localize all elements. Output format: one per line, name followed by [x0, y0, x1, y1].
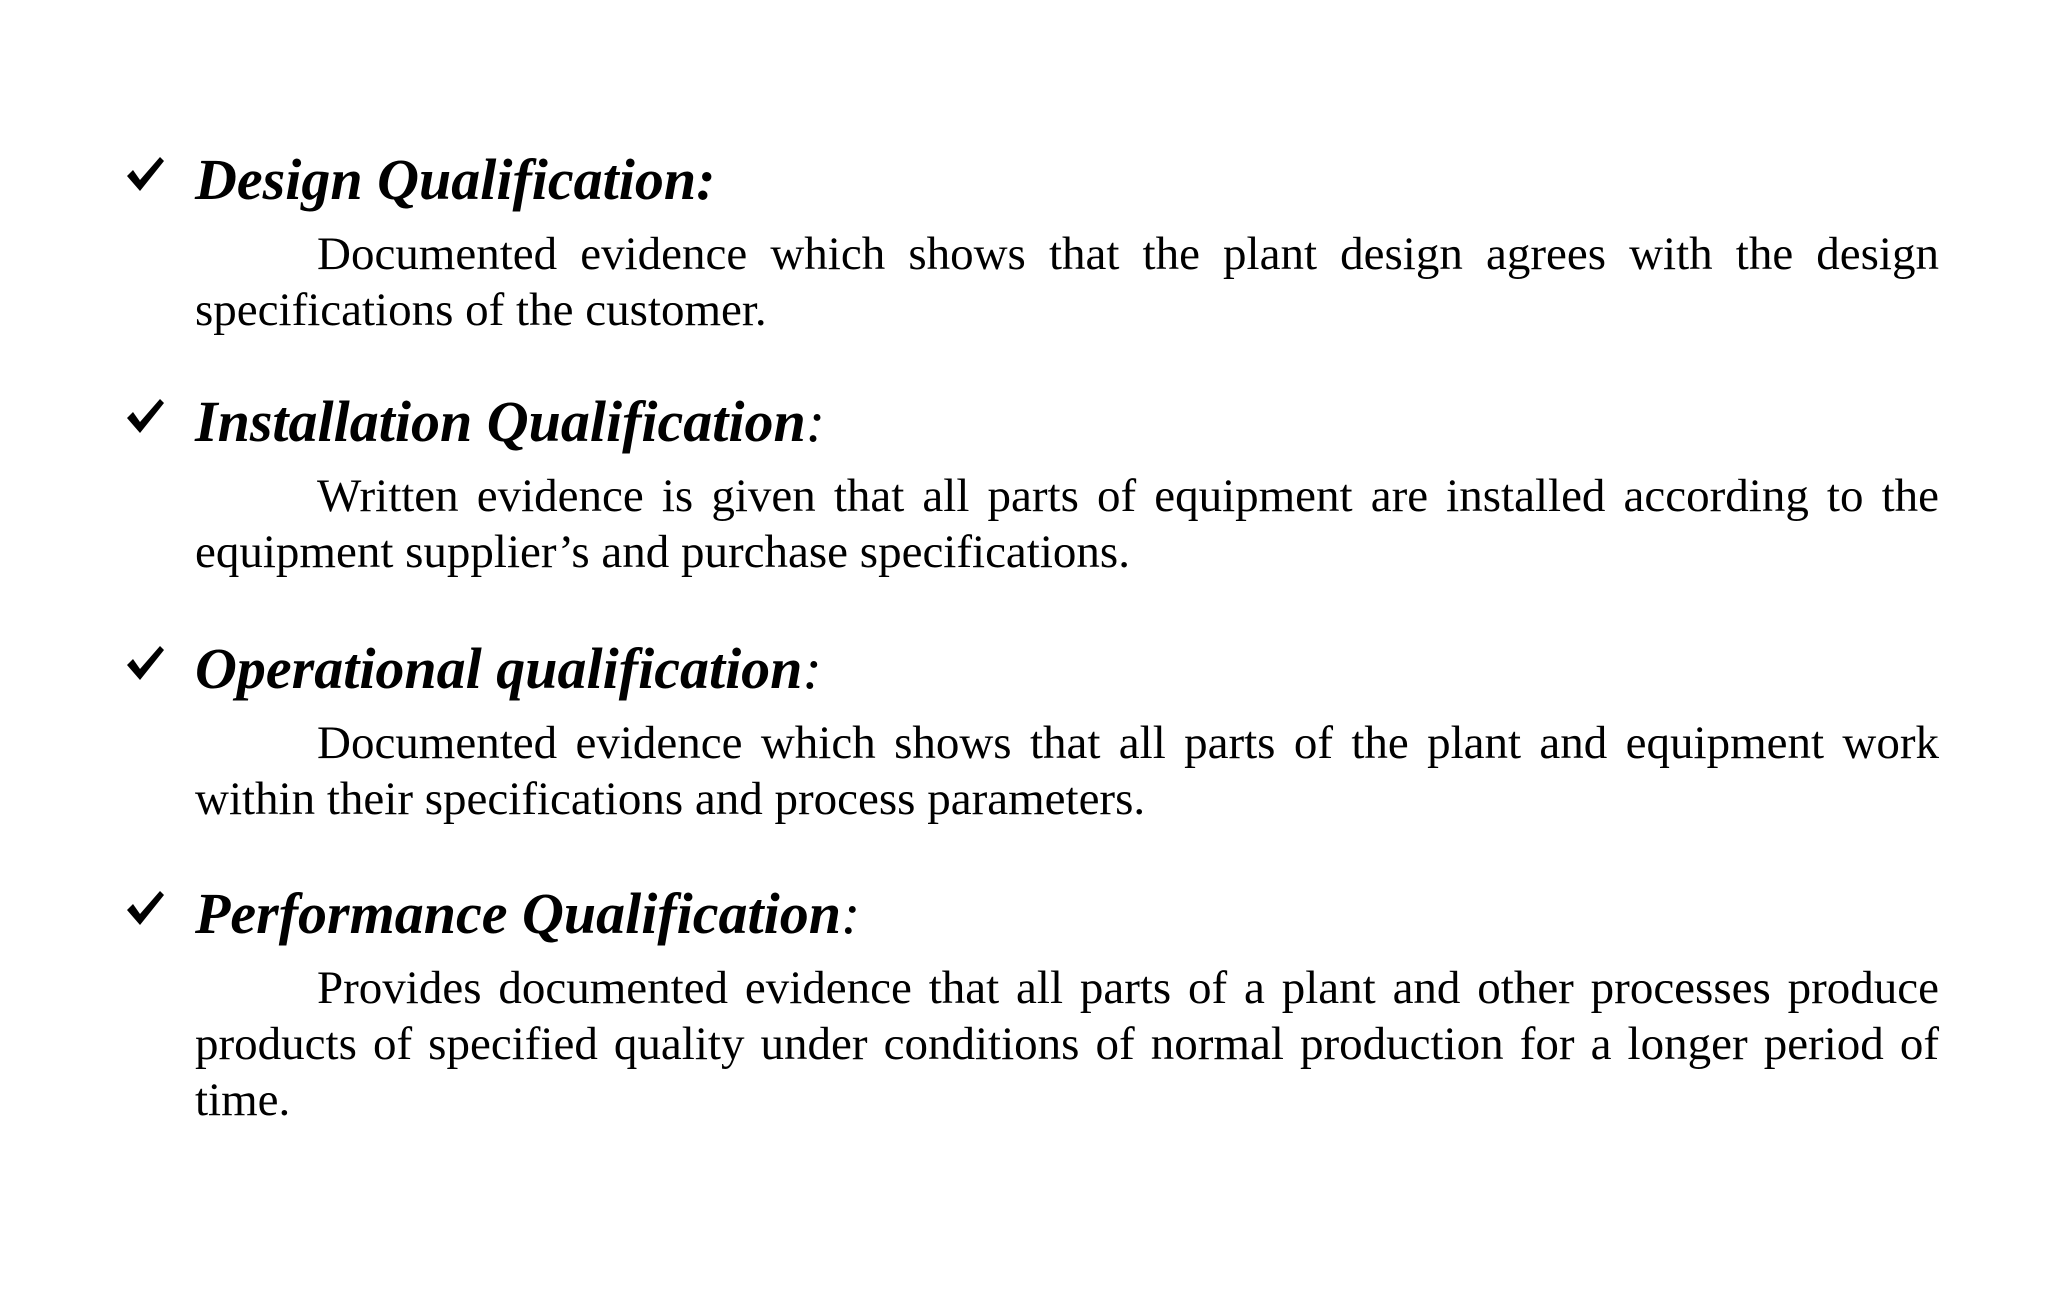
check-icon	[124, 396, 166, 436]
item-colon: :	[696, 147, 716, 212]
check-icon	[124, 888, 166, 928]
item-description: Documented evidence which shows that all parts of the plant and equipment work within their specifications and process parameters.	[195, 717, 1939, 825]
item-colon: :	[802, 636, 822, 701]
item-description: Written evidence is given that all parts of equipment are installed according to the equipment supplier’s and purchase specifications.	[195, 470, 1939, 578]
item-title: Design Qualification	[195, 147, 697, 212]
item-title: Performance Qualification	[195, 881, 842, 946]
item-title: Installation Qualification	[195, 389, 806, 454]
item-colon: :	[805, 389, 826, 454]
item-colon: :	[841, 881, 861, 946]
item-description: Provides documented evidence that all parts of a plant and other processes produce products of specified quality under conditions of normal production for a longer period of time.	[195, 962, 1939, 1126]
check-icon	[124, 154, 166, 194]
item-description: Documented evidence which shows that the plant design agrees with the design specifications of the customer.	[195, 228, 1939, 336]
item-heading	[195, 880, 860, 948]
item-title: Operational qualification	[195, 636, 803, 701]
check-icon	[124, 643, 166, 683]
item-heading	[195, 635, 822, 703]
item-heading	[195, 388, 825, 456]
item-heading	[195, 146, 715, 214]
